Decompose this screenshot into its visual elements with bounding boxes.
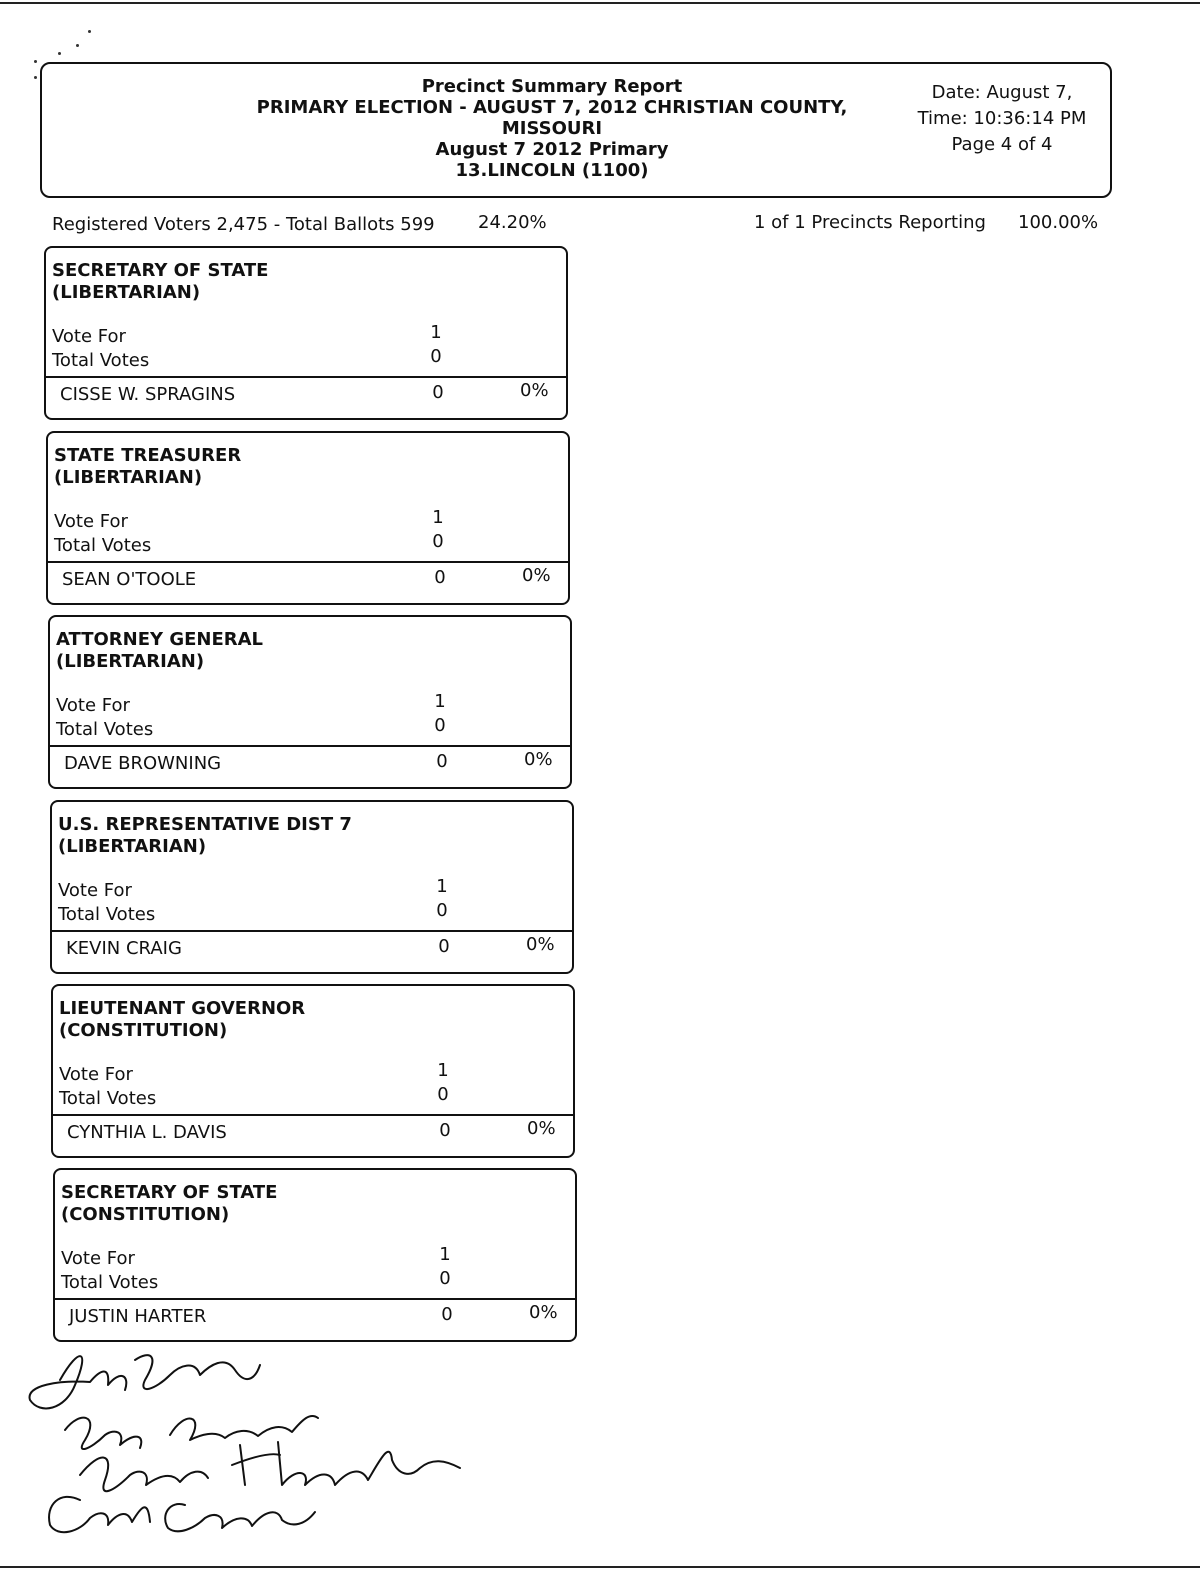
candidate-votes: 0: [439, 1120, 451, 1141]
vote-for-label: Vote For: [58, 880, 132, 901]
primary-name: August 7 2012 Primary: [435, 139, 669, 160]
vote-for-label: Vote For: [56, 695, 130, 716]
contest-title: [59, 998, 305, 1042]
divider: [50, 745, 570, 747]
vote-for-label: Vote For: [59, 1064, 133, 1085]
contest-office: ATTORNEY GENERAL: [56, 629, 264, 650]
contest-box: [50, 800, 574, 974]
signature-1: [30, 1355, 260, 1408]
contest-box: [48, 615, 572, 789]
total-votes-label: Total Votes: [58, 904, 156, 925]
scan-speckle: [34, 76, 37, 79]
report-title: Precinct Summary Report: [421, 76, 683, 97]
report-header: [40, 62, 1112, 198]
turnout-stats: [52, 212, 1102, 238]
candidate-percent: 0%: [526, 934, 555, 955]
signature-3: [80, 1442, 460, 1491]
contest-title: [52, 260, 268, 304]
contest-title: [58, 814, 352, 858]
candidate-votes: 0: [441, 1304, 453, 1325]
precincts-reporting-percent: 100.00%: [1018, 212, 1099, 233]
candidate-votes: 0: [434, 567, 446, 588]
total-votes-label: Total Votes: [52, 350, 150, 371]
registered-voters-ballots: Registered Voters 2,475 - Total Ballots 599: [52, 214, 435, 235]
candidate-name: DAVE BROWNING: [64, 753, 222, 774]
page-number: Page 4 of 4: [951, 134, 1053, 155]
total-votes-label: Total Votes: [56, 719, 154, 740]
divider: [46, 376, 566, 378]
contest-office: U.S. REPRESENTATIVE DIST 7: [58, 814, 352, 835]
contest-title: [61, 1182, 277, 1226]
official-signatures: [20, 1340, 480, 1540]
precinct-name: 13.LINCOLN (1100): [455, 160, 649, 181]
signature-2: [65, 1416, 318, 1449]
candidate-percent: 0%: [527, 1118, 556, 1139]
precincts-reporting: 1 of 1 Precincts Reporting: [754, 212, 986, 233]
election-name-line2: MISSOURI: [501, 118, 603, 139]
contest-party: (LIBERTARIAN): [58, 836, 207, 857]
candidate-percent: 0%: [529, 1302, 558, 1323]
candidate-percent: 0%: [522, 565, 551, 586]
candidate-votes: 0: [432, 382, 444, 403]
total-votes-label: Total Votes: [61, 1272, 159, 1293]
report-date: Date: August 7,: [931, 82, 1073, 103]
contest-box: [53, 1168, 577, 1342]
divider: [53, 1114, 573, 1116]
contest-party: (LIBERTARIAN): [54, 467, 203, 488]
vote-for-label: Vote For: [61, 1248, 135, 1269]
scan-speckle: [34, 60, 37, 63]
contest-party: (LIBERTARIAN): [56, 651, 205, 672]
top-scan-edge: [0, 2, 1200, 4]
candidate-votes: 0: [438, 936, 450, 957]
total-votes-value: 0: [439, 1268, 451, 1289]
contest-office: STATE TREASURER: [54, 445, 242, 466]
candidate-name: JUSTIN HARTER: [69, 1306, 207, 1327]
contest-title: [56, 629, 263, 673]
contest-office: SECRETARY OF STATE: [52, 260, 269, 281]
contest-office: LIEUTENANT GOVERNOR: [59, 998, 306, 1019]
report-time: Time: 10:36:14 PM: [917, 108, 1087, 129]
total-votes-value: 0: [436, 900, 448, 921]
vote-for-label: Vote For: [52, 326, 126, 347]
contest-party: (CONSTITUTION): [61, 1204, 230, 1225]
total-votes-label: Total Votes: [59, 1088, 157, 1109]
candidate-name: CISSE W. SPRAGINS: [60, 384, 236, 405]
total-votes-value: 0: [434, 715, 446, 736]
vote-for-value: 1: [432, 507, 444, 528]
contest-box: [51, 984, 575, 1158]
scan-speckle: [88, 30, 91, 33]
contest-box: [44, 246, 568, 420]
vote-for-value: 1: [439, 1244, 451, 1265]
turnout-percent: 24.20%: [478, 212, 547, 233]
candidate-name: KEVIN CRAIG: [66, 938, 182, 959]
vote-for-value: 1: [434, 691, 446, 712]
total-votes-value: 0: [430, 346, 442, 367]
contest-box: [46, 431, 570, 605]
vote-for-value: 1: [437, 1060, 449, 1081]
vote-for-value: 1: [430, 322, 442, 343]
report-meta: [902, 80, 1102, 158]
contest-party: (LIBERTARIAN): [52, 282, 201, 303]
total-votes-value: 0: [437, 1084, 449, 1105]
candidate-name: SEAN O'TOOLE: [62, 569, 197, 590]
divider: [48, 561, 568, 563]
divider: [55, 1298, 575, 1300]
contest-office: SECRETARY OF STATE: [61, 1182, 278, 1203]
scan-speckle: [76, 44, 79, 47]
contest-title: [54, 445, 241, 489]
vote-for-label: Vote For: [54, 511, 128, 532]
total-votes-label: Total Votes: [54, 535, 152, 556]
bottom-scan-edge: [0, 1566, 1200, 1568]
election-name-line1: PRIMARY ELECTION - AUGUST 7, 2012 CHRISTIAN COUNTY,: [256, 97, 848, 118]
total-votes-value: 0: [432, 531, 444, 552]
candidate-votes: 0: [436, 751, 448, 772]
candidate-percent: 0%: [520, 380, 549, 401]
signature-4: [49, 1497, 315, 1532]
candidate-percent: 0%: [524, 749, 553, 770]
candidate-name: CYNTHIA L. DAVIS: [67, 1122, 227, 1143]
contest-party: (CONSTITUTION): [59, 1020, 228, 1041]
divider: [52, 930, 572, 932]
report-title-block: [242, 76, 862, 181]
scan-speckle: [58, 52, 61, 55]
vote-for-value: 1: [436, 876, 448, 897]
